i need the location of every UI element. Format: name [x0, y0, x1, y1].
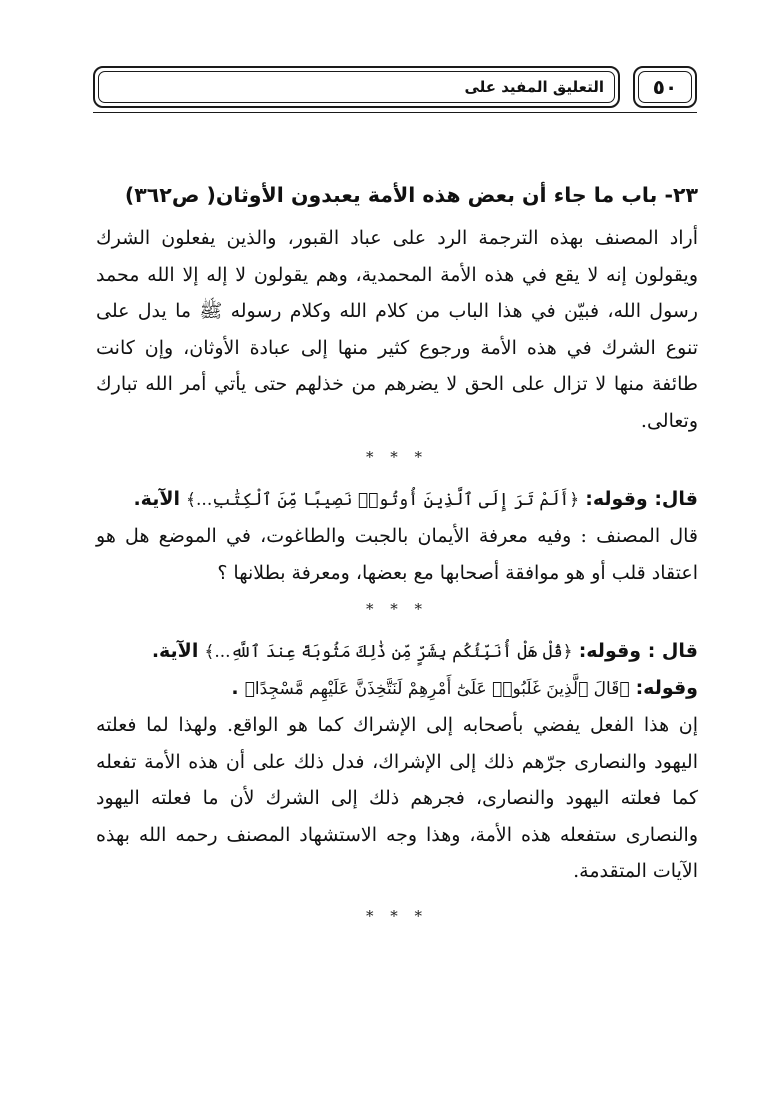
- header-title-frame: [93, 66, 620, 108]
- verse-lead: وقوله:: [635, 677, 698, 699]
- verse-suffix: الآية.: [133, 488, 180, 510]
- chapter-title: ٢٣- باب ما جاء أن بعض هذه الأمة يعبدون الأوثان( ص٣٦٢): [124, 183, 698, 207]
- commentary-paragraph-1: قال المصنف : وفيه معرفة الأيمان بالجبت والطاغوت، في الموضع هل هو اعتقاد قلب أو هو موافقة أصحابها مع بعضها، ومعرفة بطلانها ؟: [96, 525, 698, 584]
- page-number-frame: [633, 66, 697, 108]
- verse-suffix: .: [231, 677, 239, 699]
- header-rule: [93, 112, 697, 113]
- running-header: [93, 66, 697, 114]
- page-number: ٥٠: [652, 75, 678, 99]
- page-body: [96, 178, 698, 928]
- quran-verse: ﴿قُلْ هَلْ أُنَبِّئُكُم بِشَرٍّ مِّن ذَٰلِكَ مَثُوبَةً عِندَ ٱللَّهِ...﴾: [204, 642, 573, 662]
- verse-lead: قال: وقوله:: [585, 488, 698, 510]
- quran-verse: ﴿قَالَ ٱلَّذِينَ غَلَبُوا۟ عَلَىٰٓ أَمْرِهِمْ لَنَتَّخِذَنَّ عَلَيْهِم مَّسْجِدًا﴾: [244, 679, 630, 699]
- commentary-paragraph-2: إن هذا الفعل يفضي بأصحابه إلى الإشراك كما هو الواقع. ولهذا لما فعلته اليهود والنصارى جرّهم ذلك إلى الإشراك، فدل ذلك على أن هذه الأمة تفعله كما فعلته اليهود والنصارى، فجرهم ذلك إلى الشرك لأن ما فعلته اليهود والنصارى ستفعله هذه الأمة، وهذا وجه الاستشهاد المصنف رحمه الله بهذه الآيات المتقدمة.: [96, 714, 699, 882]
- quran-verse: ﴿أَلَمْ تَرَ إِلَى ٱلَّذِينَ أُوتُوا۟ نَصِيبًا مِّنَ ٱلْكِتَٰبِ...﴾: [186, 490, 580, 510]
- header-title: التعليق المفيد على: [464, 78, 604, 96]
- intro-paragraph: أراد المصنف بهذه الترجمة الرد على عباد القبور، والذين يفعلون الشرك ويقولون إنه لا يقع في هذه الأمة المحمدية، وهم يقولون لا إله إلا الله محمد رسول الله، فبيّن في هذا الباب من كلام الله وكلام رسوله ﷺ ما يدل على تنوع الشرك في هذه الأمة ورجوع كثير منها إلى عبادة الأوثان، وإن كانت طائفة منها لا تزال على الحق لا يضرهم من خذلهم حتى يأتي أمر الله تبارك وتعالى.: [96, 227, 698, 432]
- verse-line-1: [96, 481, 698, 518]
- verse-line-2: [96, 633, 698, 670]
- verse-suffix: الآية.: [151, 640, 199, 662]
- section-separator: * * *: [365, 600, 429, 618]
- section-separator: * * *: [365, 906, 429, 925]
- verse-line-3: [96, 670, 698, 707]
- verse-lead: قال : وقوله:: [578, 640, 698, 662]
- section-separator: * * *: [365, 448, 429, 466]
